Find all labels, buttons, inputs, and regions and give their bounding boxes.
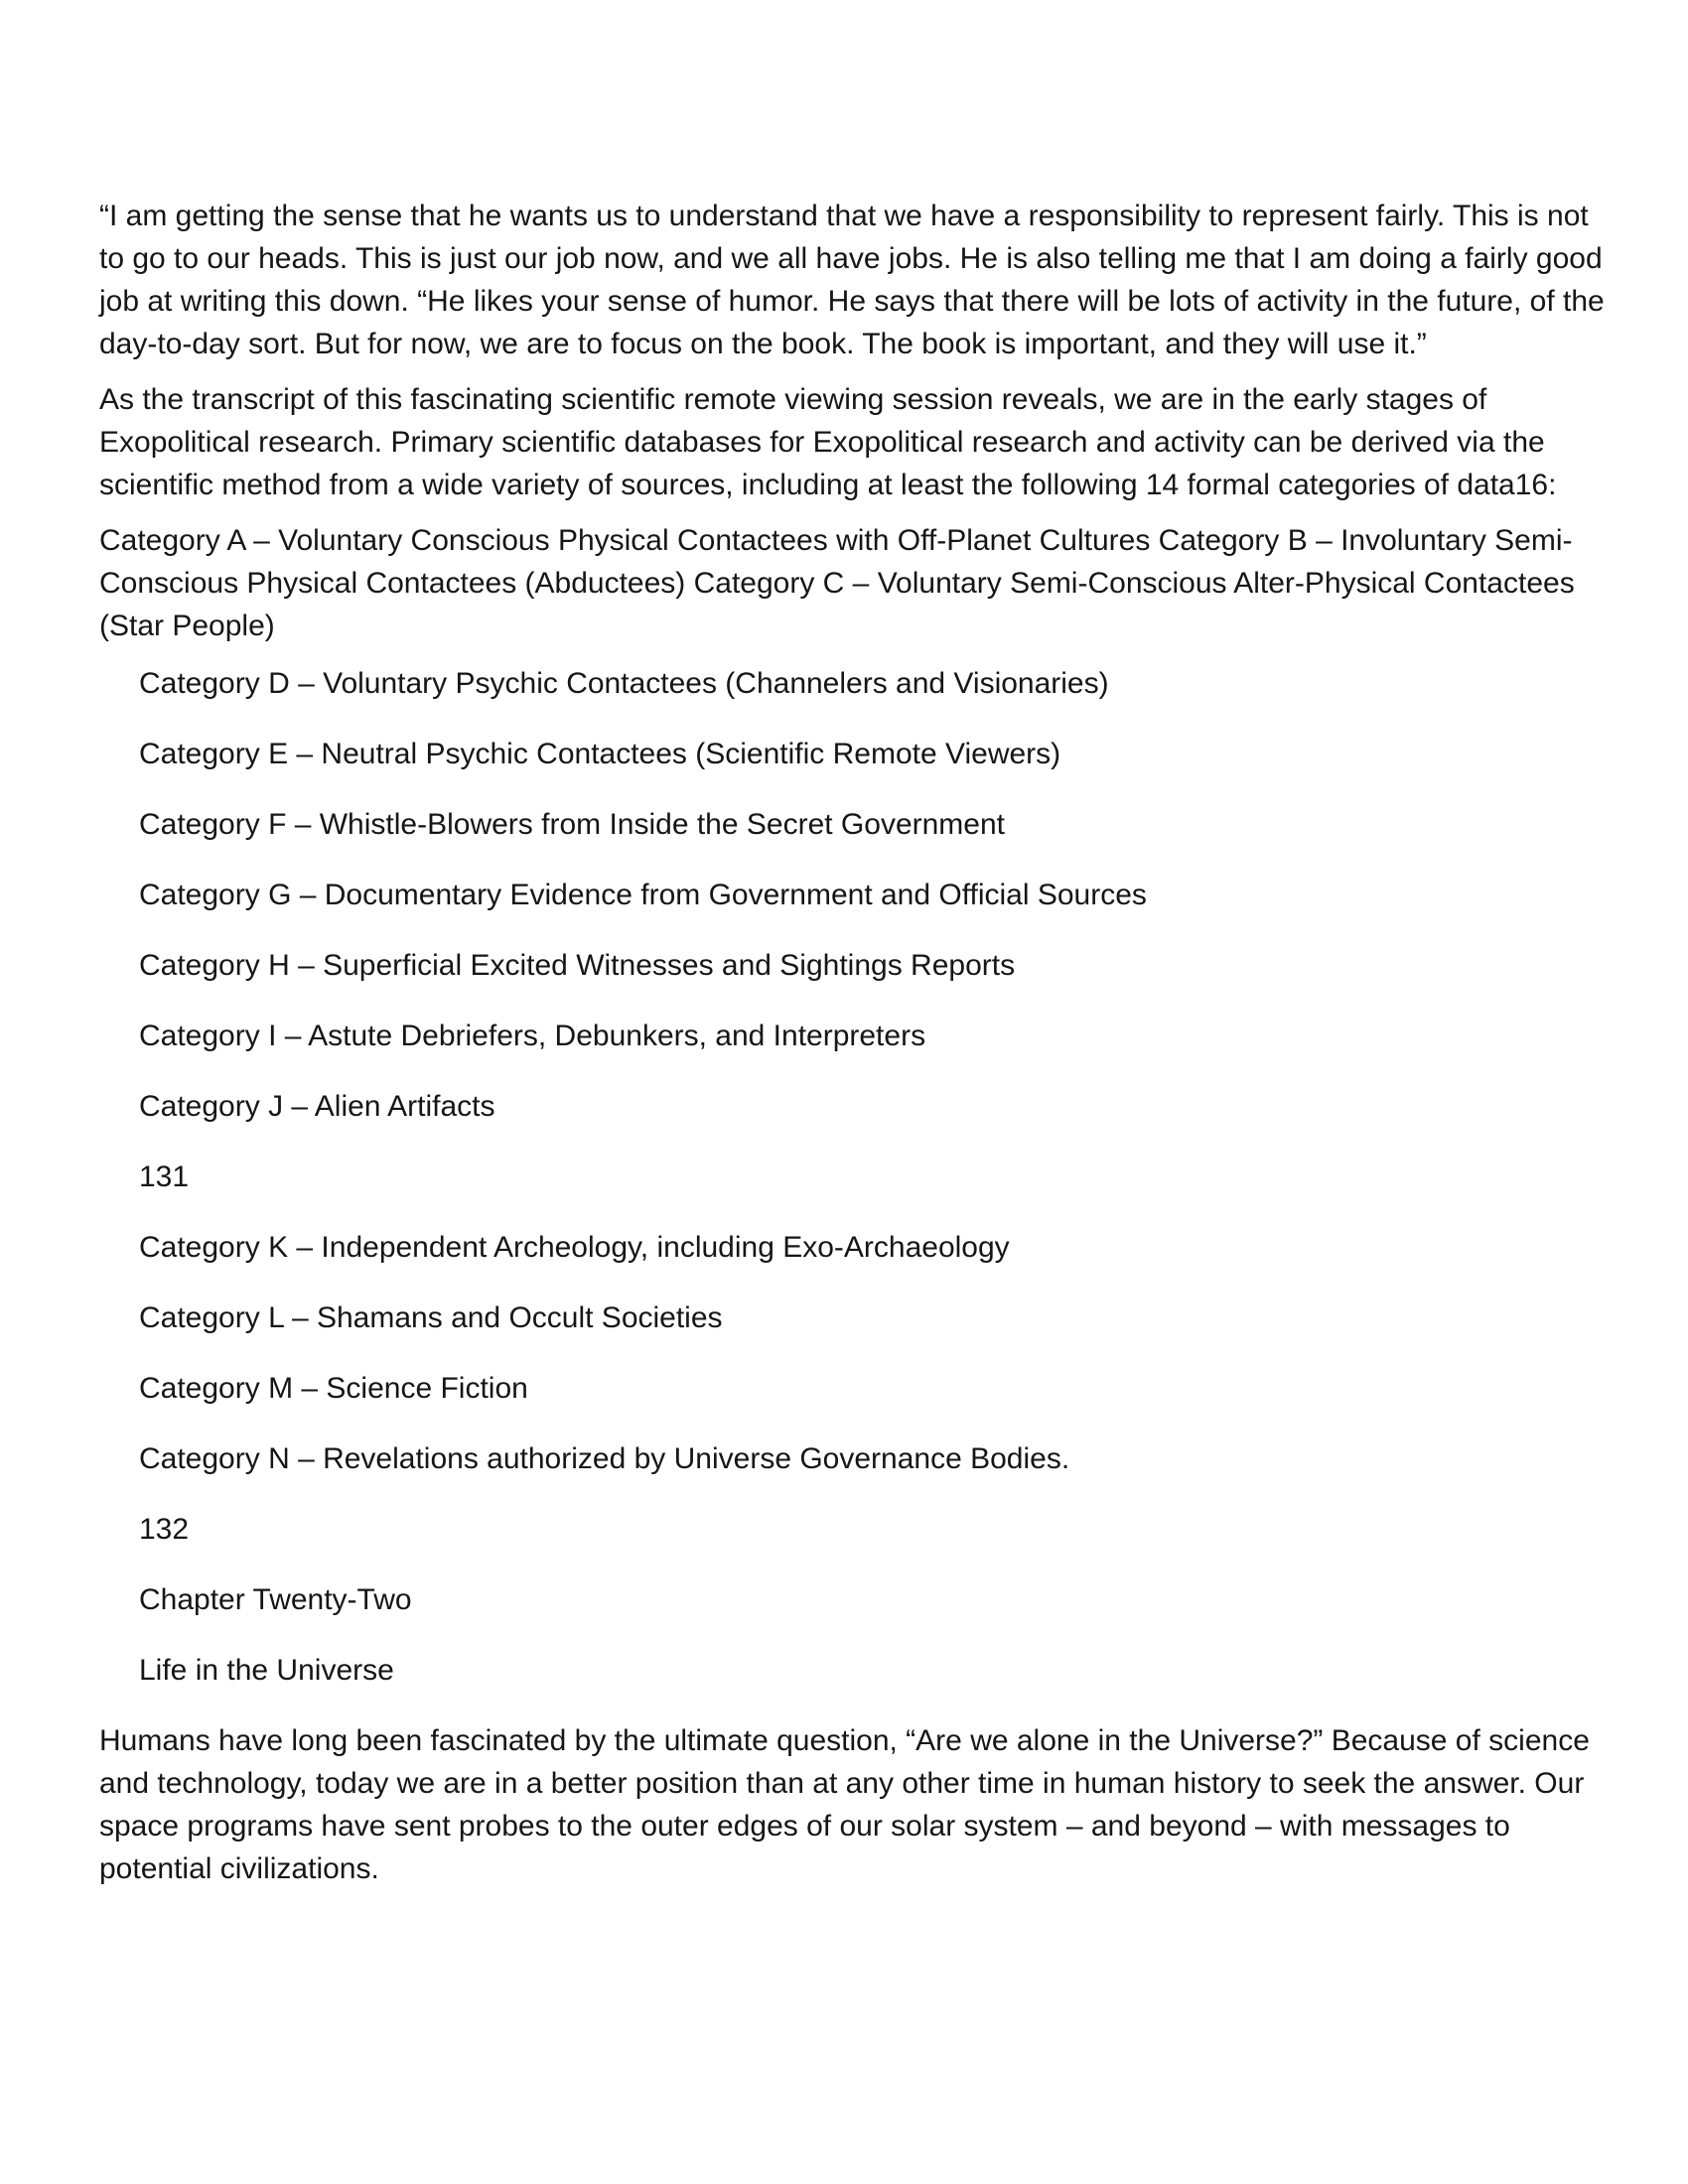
chapter-title: Life in the Universe (139, 1654, 394, 1687)
category-h: Category H – Superficial Excited Witnesses and Sightings Reports (139, 949, 1016, 982)
intro-paragraph: “I am getting the sense that he wants us to understand that we have a responsibility to represent fairly. This is not to go to our heads. This is just our job now, and we all have jobs. He is also telling me that I am doing a fairly good job at writing this down. “He likes your sense of humor. He says that there will be lots of activity in the future, of the day-to-day sort. But for now, we are to focus on the book. The book is important, and they will use it.” (99, 200, 1605, 360)
closing-paragraph: Humans have long been fascinated by the ultimate question, “Are we alone in the Universe?” Because of science and technology, today we are in a better position than at any other time in human history to seek the answer. Our space programs have sent probes to the outer edges of our solar system – and beyond – with messages to potential civilizations. (99, 1724, 1590, 1885)
category-m: Category M – Science Fiction (139, 1372, 528, 1405)
document-page (99, 195, 1609, 1903)
category-g: Category G – Documentary Evidence from Government and Official Sources (139, 879, 1147, 911)
indented-lines (99, 662, 1609, 1692)
category-l: Category L – Shamans and Occult Societies (139, 1301, 723, 1334)
category-j: Category J – Alien Artifacts (139, 1090, 495, 1123)
category-n: Category N – Revelations authorized by Universe Governance Bodies. (139, 1442, 1070, 1475)
transcript-paragraph: As the transcript of this fascinating scientific remote viewing session reveals, we are in the early stages of Exopolitical research. Primary scientific databases for Exopolitical research and activity can be derived via the scientific method from a wide variety of sources, including at least the following 14 formal categories of data16: (99, 383, 1557, 501)
categories-paragraph: Category A – Voluntary Conscious Physical Contactees with Off-Planet Cultures Category B – Involuntary Semi-Conscious Physical Contactees (Abductees) Category C – Voluntary Semi-Conscious Alter-Physical Contactees (Star People) (99, 524, 1575, 642)
category-d: Category D – Voluntary Psychic Contactees (Channelers and Visionaries) (139, 667, 1109, 700)
category-k: Category K – Independent Archeology, including Exo-Archaeology (139, 1231, 1010, 1264)
chapter-heading: Chapter Twenty-Two (139, 1583, 412, 1616)
category-i: Category I – Astute Debriefers, Debunkers, and Interpreters (139, 1020, 926, 1052)
page-number-132: 132 (139, 1513, 190, 1546)
page-number-131: 131 (139, 1160, 190, 1193)
category-f: Category F – Whistle-Blowers from Inside the Secret Government (139, 808, 1005, 841)
category-e: Category E – Neutral Psychic Contactees (Scientific Remote Viewers) (139, 738, 1061, 770)
